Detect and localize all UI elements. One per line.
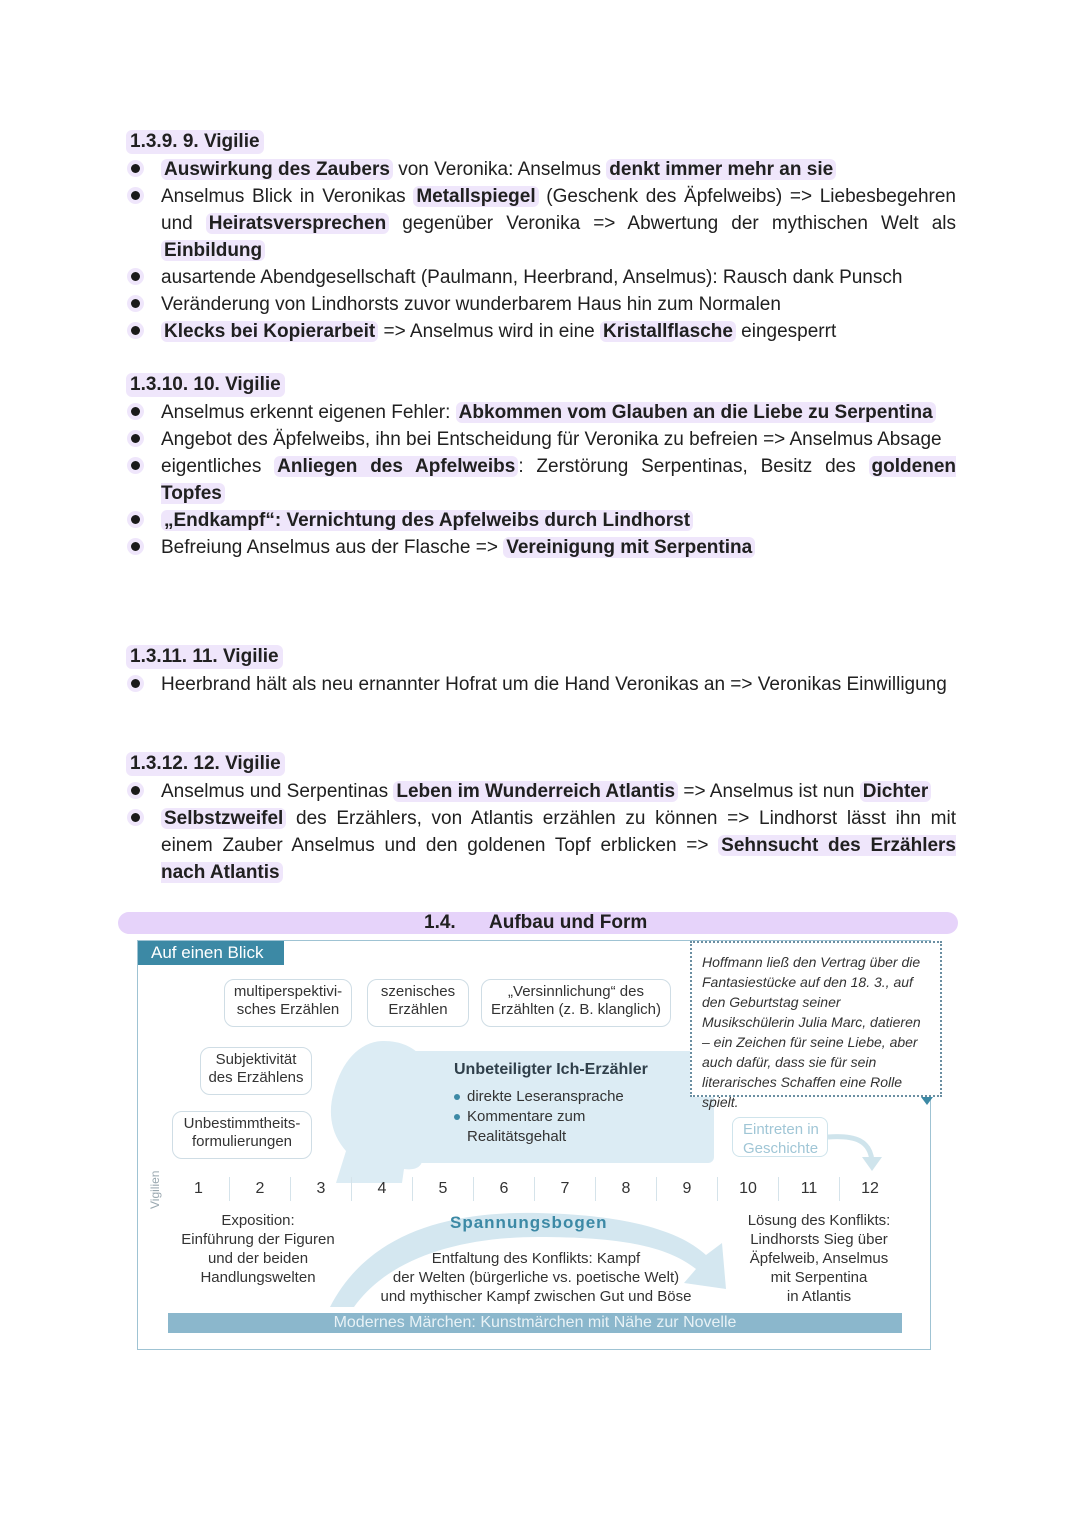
- text: (Geschenk des Äpfelweibs) => Liebesbegehren und: [161, 186, 956, 234]
- pill-subjektivitaet: Subjektivität des Erzählens: [200, 1047, 312, 1095]
- highlight-text: Leben im Wunderreich Atlantis: [393, 781, 678, 802]
- head-silhouette-icon: [324, 1033, 444, 1183]
- section-title: Aufbau und Form: [489, 912, 648, 933]
- highlight-text: Vereinigung mit Serpentina: [503, 537, 755, 558]
- text: von Veronika: Anselmus: [392, 159, 607, 180]
- spannungsbogen-label: Spannungsbogen: [450, 1213, 608, 1232]
- section-9-vigilie: [126, 130, 956, 345]
- section-title: 1.3.12. 12. Vigilie: [126, 752, 285, 776]
- highlight-text: Klecks bei Kopierarbeit: [161, 321, 378, 342]
- highlight-text: Selbstzweifel: [161, 808, 286, 829]
- list-item: [126, 291, 956, 318]
- vigilie-number: 1: [194, 1180, 203, 1197]
- text: gegenüber Veronika => Abwertung der mythischen Welt als: [389, 213, 956, 234]
- text: => Anselmus ist nun: [678, 781, 860, 802]
- section-title: 1.3.11. 11. Vigilie: [126, 645, 283, 669]
- text: Heerbrand hält als neu ernannter Hofrat um die Hand Veronikas an => Veronikas Einwilligung: [161, 674, 947, 695]
- section-12-vigilie: [126, 752, 956, 886]
- vigilie-number: 6: [473, 1177, 534, 1201]
- text: => Anselmus wird in eine: [378, 321, 600, 342]
- bullet-list: [126, 399, 956, 561]
- list-item: [126, 671, 956, 698]
- highlight-text: „Endkampf“: Vernichtung des Apfelweibs durch Lindhorst: [161, 510, 693, 531]
- section-10-vigilie: [126, 373, 956, 561]
- bullet-list: [126, 778, 956, 886]
- pill-versinnlichung: „Versinnlichung“ des Erzählten (z. B. klanglich): [481, 979, 671, 1027]
- bullet-list: [126, 671, 956, 698]
- highlight-text: Heiratsversprechen: [206, 213, 389, 234]
- list-item: [126, 399, 956, 426]
- narrator-title: Unbeteiligter Ich-Erzähler: [454, 1061, 648, 1078]
- vigilie-number: 4: [351, 1177, 412, 1201]
- text: Veränderung von Lindhorsts zuvor wunderbarem Haus hin zum Normalen: [161, 294, 781, 315]
- section-number: 1.4.: [424, 912, 456, 933]
- vigilie-number: 7: [534, 1177, 595, 1201]
- list-item: [126, 805, 956, 886]
- text: ausartende Abendgesellschaft (Paulmann, Heerbrand, Anselmus): Rausch dank Punsch: [161, 267, 903, 288]
- vigilie-number: 12: [839, 1177, 900, 1201]
- list-item: Kommentare zum Realitätsgehalt: [454, 1107, 704, 1147]
- highlight-text: Auswirkung des Zaubers: [161, 159, 393, 180]
- exposition-text: Exposition: Einführung der Figuren und der beiden Handlungswelten: [181, 1212, 335, 1286]
- pill-szenisch: szenisches Erzählen: [367, 979, 469, 1027]
- list-item: [126, 778, 956, 805]
- list-item: [126, 453, 956, 507]
- list-item: [126, 507, 956, 534]
- text: : Zerstörung Serpentinas, Besitz des: [518, 456, 869, 477]
- text: eingesperrt: [735, 321, 837, 342]
- text: eigentliches: [161, 456, 275, 477]
- curved-arrow-icon: [826, 1127, 890, 1175]
- text: Anselmus Blick in Veronikas: [161, 186, 414, 207]
- list-item: [126, 156, 956, 183]
- vigilie-number: 11: [778, 1177, 839, 1201]
- pill-unbestimmtheit: Unbestimmtheits- formulierungen: [172, 1111, 312, 1159]
- info-note: Hoffmann ließ den Vertrag über die Fantasiestücke auf den 18. 3., auf den Geburtstag seiner Musikschülerin Julia Marc, datieren – ein Zeichen für seine Liebe, aber auch dafür, dass sie für sein literarisches Schaffen eine Rolle spielt.: [690, 941, 942, 1097]
- section-heading-bar: [118, 912, 958, 934]
- highlight-text: Dichter: [860, 781, 931, 802]
- genre-band: Modernes Märchen: Kunstmärchen mit Nähe zur Novelle: [168, 1313, 902, 1333]
- list-item: [126, 264, 956, 291]
- highlight-text: Einbildung: [161, 240, 265, 261]
- vigilie-number: 3: [290, 1177, 351, 1201]
- vigilie-number: 5: [412, 1177, 473, 1201]
- vigilie-number: 8: [595, 1177, 656, 1201]
- note-arrow-icon: [921, 1097, 933, 1105]
- section-title: 1.3.9. 9. Vigilie: [126, 130, 264, 154]
- vigilie-number: 9: [656, 1177, 717, 1201]
- graphic-header: Auf einen Blick: [138, 941, 284, 965]
- vigilie-number: 10: [717, 1177, 778, 1201]
- overview-graphic: [137, 940, 931, 1350]
- list-item: direkte Leseransprache: [454, 1087, 704, 1107]
- text: des Erzählers, von Atlantis erzählen zu können => Lindhorst lässt ihn mit einem Zauber Anselmus und den goldenen Topf erblicken =>: [161, 808, 956, 856]
- list-item: [126, 426, 956, 453]
- section-title: 1.3.10. 10. Vigilie: [126, 373, 285, 397]
- narrator-list: [454, 1087, 704, 1147]
- highlight-text: Anliegen des Apfelweibs: [274, 456, 518, 477]
- list-item: [126, 183, 956, 264]
- text: Befreiung Anselmus aus der Flasche =>: [161, 537, 504, 558]
- loesung-text: Lösung des Konflikts: Lindhorsts Sieg über Äpfelweib, Anselmus mit Serpentina in Atlantis: [747, 1212, 891, 1305]
- list-item: [126, 534, 956, 561]
- section-11-vigilie: [126, 645, 956, 698]
- highlight-text: Metallspiegel: [413, 186, 538, 207]
- highlight-text: Abkommen vom Glauben an die Liebe zu Serpentina: [456, 402, 936, 423]
- highlight-text: goldenen Topfes: [161, 456, 956, 504]
- list-item: [126, 318, 956, 345]
- text: Angebot des Äpfelweibs, ihn bei Entscheidung für Veronika zu befreien => Anselmus Absage: [161, 429, 942, 450]
- eintreten-label: Eintreten in Geschichte: [732, 1117, 828, 1157]
- entfaltung-text: Entfaltung des Konflikts: Kampf der Welten (bürgerliche vs. poetische Welt) und mythischer Kampf zwischen Gut und Böse: [380, 1250, 692, 1305]
- pill-multiperspektivisch: multiperspektivi- sches Erzählen: [224, 979, 352, 1027]
- highlight-text: Sehnsucht des Erzählers nach Atlantis: [161, 835, 956, 883]
- vigilien-numbers: [168, 1177, 902, 1201]
- highlight-text: Kristallflasche: [600, 321, 736, 342]
- vigilien-label: Vigilien: [148, 1170, 162, 1209]
- vigilie-number: 2: [229, 1177, 290, 1201]
- bullet-list: [126, 156, 956, 345]
- text: Anselmus erkennt eigenen Fehler:: [161, 402, 456, 423]
- text: Anselmus und Serpentinas: [161, 781, 394, 802]
- highlight-text: denkt immer mehr an sie: [606, 159, 836, 180]
